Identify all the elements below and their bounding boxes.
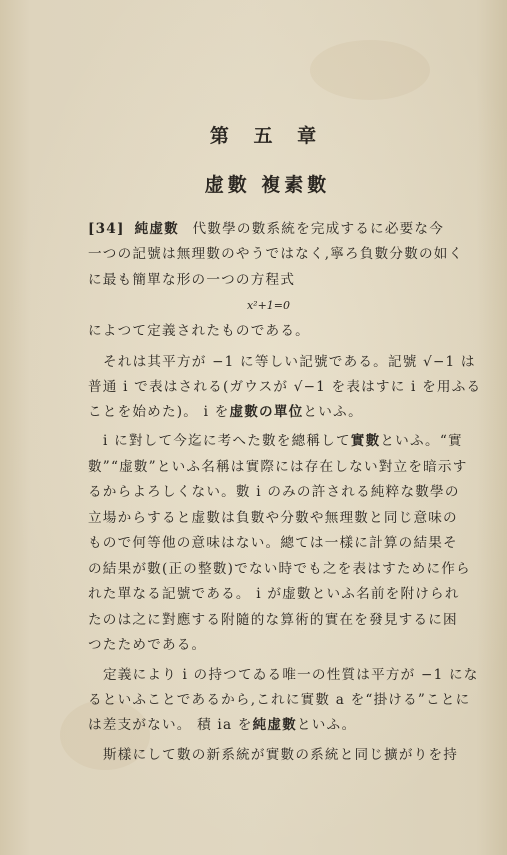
text-line	[88, 716, 443, 734]
text-line	[103, 432, 463, 450]
bold-term: 實數	[350, 433, 381, 449]
text-line: たのは之に對應する附隨的な算術的實在を發見するに困	[88, 612, 458, 628]
text-line	[88, 220, 443, 238]
section-number: [34]	[88, 221, 125, 237]
text-line: つたためである。	[88, 637, 207, 653]
text-line: 普通 i で表はされる(ガウスが √−1 を表はすに i を用ふる	[88, 379, 482, 395]
text-line: 斯樣にして數の新系統が實數の系統と同じ擴がりを持	[103, 747, 459, 763]
text-line	[88, 403, 443, 421]
text-line: 數”“虚數”といふ名稱は實際には存在しない對立を暗示す	[88, 459, 468, 475]
paper-stain	[310, 40, 430, 100]
text-span: といふ。“實	[380, 433, 463, 449]
text-line: 一つの記號は無理數のやうではなく,寧ろ負數分數の如く	[88, 246, 464, 262]
chapter-title: 虚數 複素數	[204, 174, 331, 196]
equation: x²+1=0	[246, 299, 291, 312]
text-line: もので何等他の意味はない。總ては一樣に計算の結果そ	[88, 535, 458, 551]
bold-term: 虚數の單位	[229, 404, 304, 420]
text-line: 定義により i の持つてゐる唯一の性質は平方が −1 にな	[103, 667, 479, 683]
text-span: といふ。	[303, 404, 363, 420]
text-span: ことを始めた)。 i を	[88, 404, 230, 420]
text-line: るからよろしくない。數 i のみの許される純粹な數學の	[88, 484, 460, 500]
text-span: といふ。	[296, 717, 357, 733]
section-heading: 純虚數	[134, 221, 179, 237]
text-line: に最も簡單な形の一つの方程式	[88, 272, 296, 288]
text-span: は差支がない。 積 ia を	[88, 717, 253, 733]
text-line: それは其平方が −1 に等しい記號である。記號 √−1 は	[103, 354, 476, 370]
text-line: の結果が數(正の整數)でない時でも之を表はすために作ら	[88, 561, 471, 577]
text-span: i に對して今迄に考へた數を總稱して	[103, 433, 351, 449]
bold-term: 純虚數	[252, 717, 297, 733]
chapter-heading: 第 五 章	[209, 125, 326, 147]
text-line: れた單なる記號である。 i が虚數といふ名前を附けられ	[88, 586, 460, 602]
text-line: によつて定義されたものである。	[88, 323, 310, 339]
text-line: 立場からすると虚數は負數や分數や無理數と同じ意味の	[88, 510, 458, 526]
text-span: 代數學の數系統を完成するに必要な今	[192, 221, 445, 237]
text-line: るといふことであるから,これに實數 a を“掛ける”ことに	[88, 692, 471, 708]
